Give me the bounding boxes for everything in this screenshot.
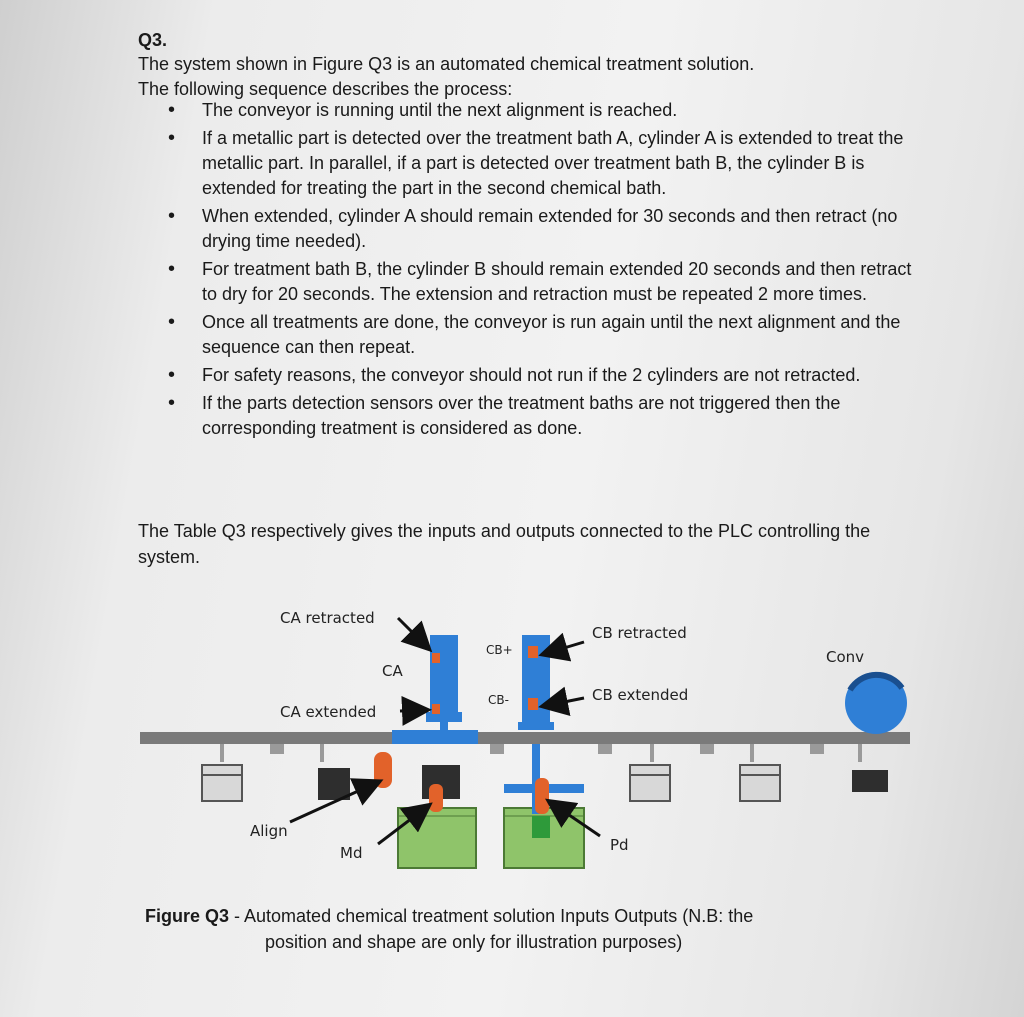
ca-extended-sensor [432, 704, 440, 714]
part-in-bath-b [532, 816, 550, 838]
question-outro: The Table Q3 respectively gives the inputs and outputs connected to the PLC controlling the system. [138, 521, 871, 567]
label-align: Align [250, 822, 288, 840]
figure-q3 [130, 600, 930, 880]
question-number: Q3. [138, 30, 168, 50]
conveyor-rail [140, 732, 910, 744]
list-item: • For treatment bath B, the cylinder B should remain extended 20 seconds and then retract to dry for 20 seconds. The extension and retraction must be repeated 2 more times. [168, 257, 913, 307]
label-md: Md [340, 844, 363, 862]
caption-text: - Automated chemical treatment solution Inputs Outputs (N.B: the [229, 906, 754, 926]
part-dark [318, 768, 350, 800]
figure-caption [145, 903, 915, 955]
list-item: • If a metallic part is detected over the treatment bath A, cylinder A is extended to treat the metallic part. In parallel, if a part is detected over treatment bath B, the cylinder B is extended for treating the part in the second chemical bath. [168, 126, 913, 201]
label-cb-plus: CB+ [486, 643, 513, 657]
label-ca-retracted: CA retracted [280, 609, 375, 627]
ca-retracted-sensor [432, 653, 440, 663]
pd-sensor [535, 778, 549, 814]
question-intro [138, 52, 918, 102]
caption-text-2: position and shape are only for illustration purposes) [265, 932, 683, 952]
label-ca-extended: CA extended [280, 703, 377, 721]
part-light [630, 765, 670, 801]
cb-minus-sensor [528, 698, 538, 710]
list-item: • For safety reasons, the conveyor should not run if the 2 cylinders are not retracted. [168, 363, 913, 388]
list-item: • When extended, cylinder A should remain extended for 30 seconds and then retract (no drying time needed). [168, 204, 913, 254]
system-diagram [130, 600, 930, 880]
md-sensor [429, 784, 443, 812]
label-cb-extended: CB extended [592, 686, 689, 704]
rail-pegs [220, 744, 862, 762]
label-ca: CA [382, 662, 403, 680]
label-conv: Conv [826, 648, 865, 666]
label-cb-minus: CB- [488, 693, 509, 707]
part-light [740, 765, 780, 801]
intro-line-1: The system shown in Figure Q3 is an automated chemical treatment solution. [138, 54, 755, 74]
part-dark [852, 770, 888, 792]
rail-highlight [392, 730, 478, 744]
label-cb-retracted: CB retracted [592, 624, 687, 642]
list-item: • If the parts detection sensors over the treatment baths are not triggered then the corresponding treatment is considered as done. [168, 391, 913, 441]
intro-line-2: The following sequence describes the process: [138, 79, 513, 99]
caption-label: Figure Q3 [145, 906, 230, 926]
cb-plus-sensor [528, 646, 538, 658]
part-light [202, 765, 242, 801]
list-item: • Once all treatments are done, the conveyor is run again until the next alignment and the sequence can then repeat. [168, 310, 913, 360]
list-item: • The conveyor is running until the next alignment is reached. [168, 98, 913, 123]
label-pd: Pd [610, 836, 629, 854]
treatment-bath-a [398, 808, 476, 868]
sequence-list [168, 98, 913, 444]
